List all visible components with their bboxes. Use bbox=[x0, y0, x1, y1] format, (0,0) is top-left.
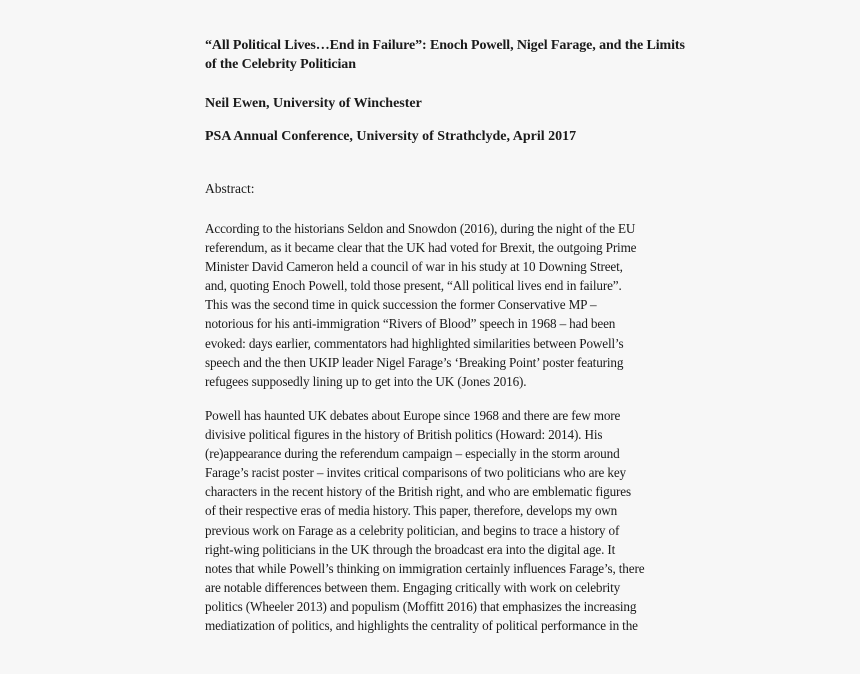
author-affiliation: Neil Ewen, University of Winchester bbox=[205, 96, 422, 111]
text-line: (re)appearance during the referendum campaign – especially in the storm around bbox=[205, 446, 620, 462]
document-page bbox=[205, 36, 685, 634]
title-line: “All Political Lives…End in Failure”: Enoch Powell, Nigel Farage, and the Limits bbox=[205, 38, 685, 53]
text-line: notes that while Powell’s thinking on immigration certainly influences Farage’s, there bbox=[205, 560, 645, 576]
text-line: According to the historians Seldon and Snowdon (2016), during the night of the EU bbox=[205, 221, 636, 236]
text-line: This was the second time in quick succession the former Conservative MP – bbox=[205, 297, 597, 313]
text-line: notorious for his anti-immigration “Rivers of Blood” speech in 1968 – had been bbox=[205, 316, 616, 332]
text-line: of their respective eras of media history. This paper, therefore, develops my own bbox=[205, 503, 618, 519]
abstract-paragraph-2 bbox=[205, 406, 660, 635]
paper-title bbox=[205, 36, 685, 74]
text-line: divisive political figures in the history of British politics (Howard: 2014). His bbox=[205, 427, 603, 443]
abstract-paragraph-1 bbox=[205, 219, 660, 391]
text-line: right-wing politicians in the UK through the broadcast era into the digital age. It bbox=[205, 541, 616, 557]
text-line: evoked: days earlier, commentators had highlighted similarities between Powell’s bbox=[205, 335, 624, 351]
text-line: politics (Wheeler 2013) and populism (Moffitt 2016) that emphasizes the increasing bbox=[205, 598, 637, 614]
abstract-heading: Abstract: bbox=[205, 181, 255, 196]
title-line: of the Celebrity Politician bbox=[205, 57, 356, 72]
text-line: referendum, as it became clear that the UK had voted for Brexit, the outgoing Prime bbox=[205, 240, 637, 256]
conference-info: PSA Annual Conference, University of Strathclyde, April 2017 bbox=[205, 129, 577, 144]
text-line: previous work on Farage as a celebrity politician, and begins to trace a history of bbox=[205, 522, 620, 538]
text-line: mediatization of politics, and highlights the centrality of political performance in the bbox=[205, 618, 638, 634]
text-line: Minister David Cameron held a council of war in his study at 10 Downing Street, bbox=[205, 259, 623, 275]
text-line: are notable differences between them. Engaging critically with work on celebrity bbox=[205, 579, 621, 595]
text-line: Farage’s racist poster – invites critical comparisons of two politicians who are key bbox=[205, 465, 627, 481]
text-line: characters in the recent history of the British right, and who are emblematic figures bbox=[205, 484, 631, 500]
text-line: refugees supposedly lining up to get into the UK (Jones 2016). bbox=[205, 373, 527, 389]
text-line: Powell has haunted UK debates about Europe since 1968 and there are few more bbox=[205, 408, 621, 423]
text-line: speech and the then UKIP leader Nigel Farage’s ‘Breaking Point’ poster featuring bbox=[205, 354, 624, 370]
text-line: and, quoting Enoch Powell, told those present, “All political lives end in failure”. bbox=[205, 278, 622, 294]
